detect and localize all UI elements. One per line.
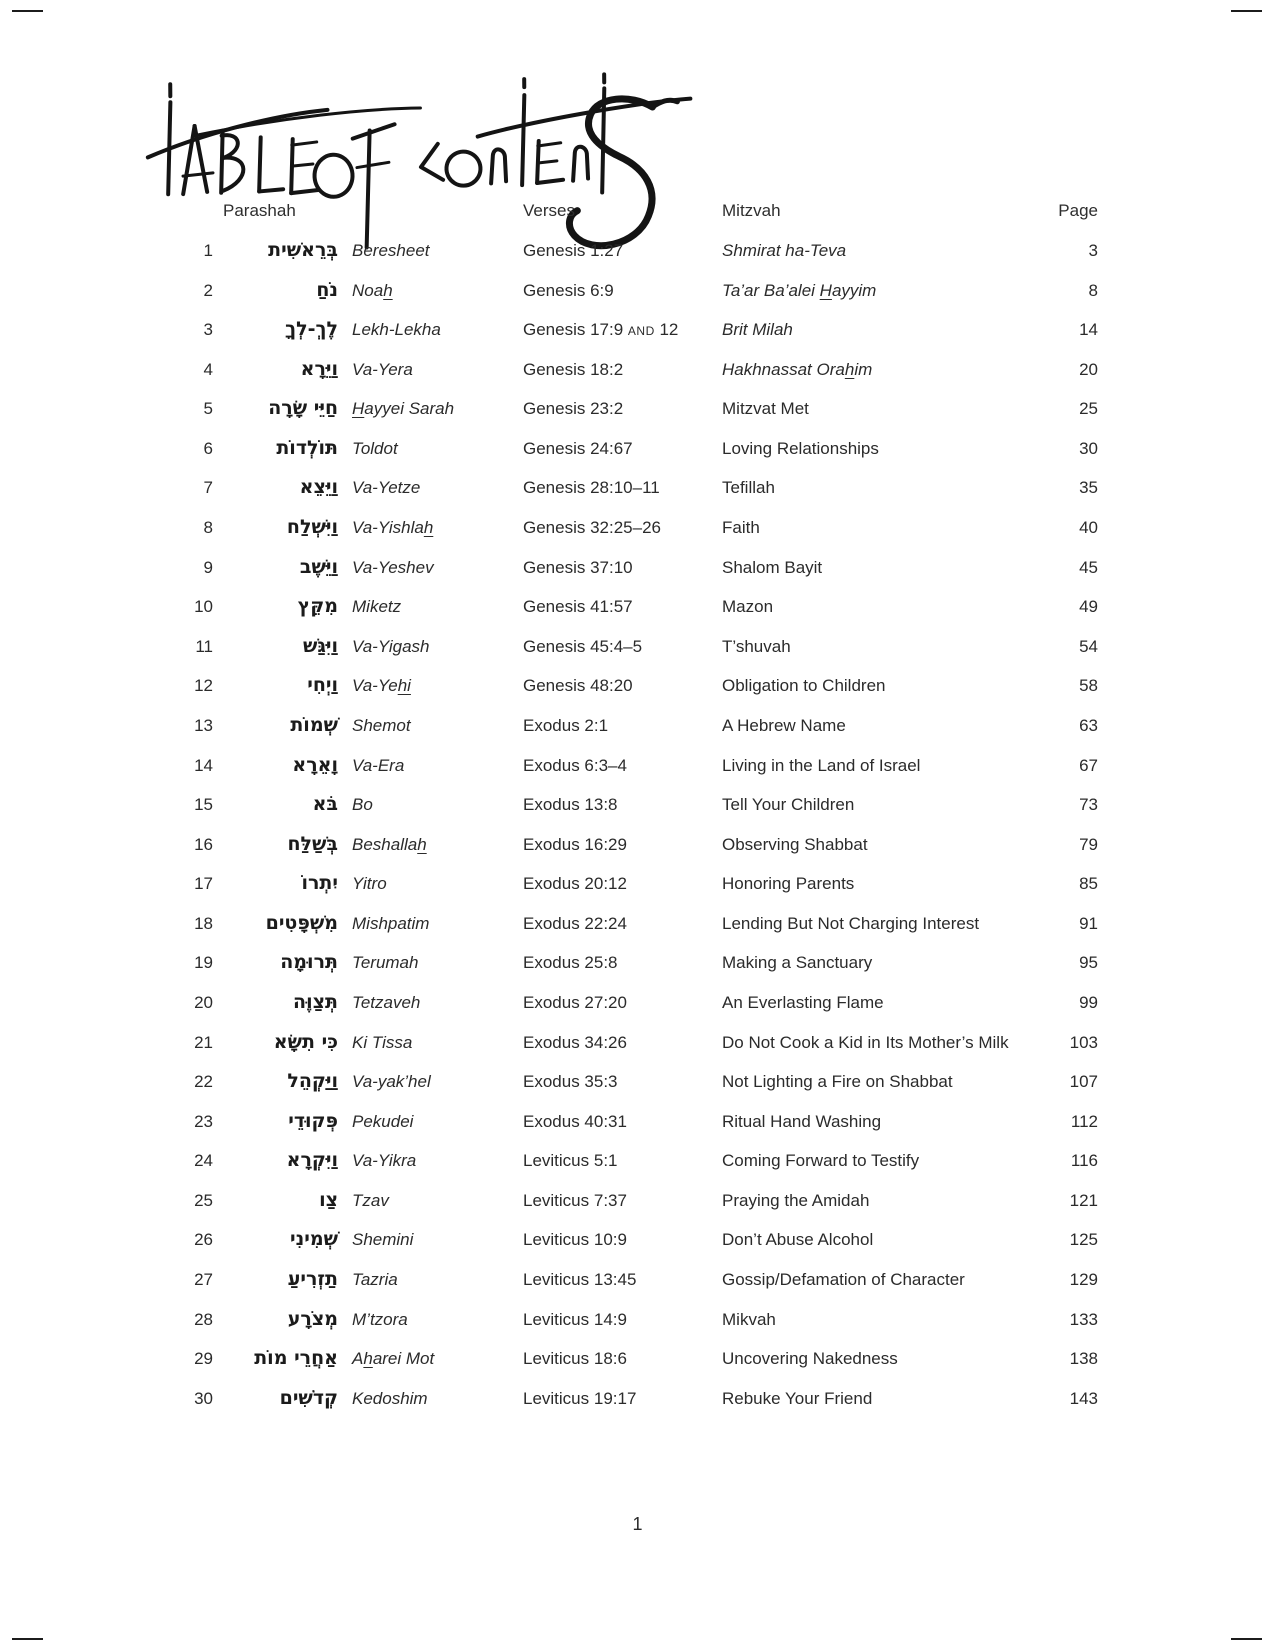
verse-reference: Genesis 17:9 AND 12 <box>523 320 679 340</box>
parashah-hebrew: חַיֵּי שָׂרָה <box>268 397 338 420</box>
mitzvah-label: Ta’ar Ba’alei Hayyim <box>722 280 877 300</box>
mitzvah-label: Faith <box>722 518 760 538</box>
mitzvah-label: T’shuvah <box>722 636 791 656</box>
toc-row <box>0 825 1275 865</box>
verse-reference: Exodus 25:8 <box>523 953 618 973</box>
parashah-transliteration: Tetzaveh <box>352 992 421 1012</box>
parashah-hebrew: מִשְׁפָּטִים <box>265 911 338 934</box>
column-header-verses: Verses <box>523 201 575 220</box>
toc-row <box>0 666 1275 706</box>
parashah-number: 5 <box>203 399 213 419</box>
parashah-transliteration: Miketz <box>352 597 402 617</box>
parashah-transliteration: Yitro <box>352 874 387 894</box>
parashah-hebrew: מְצֹרָע <box>287 1307 338 1330</box>
verse-reference: Leviticus 7:37 <box>523 1190 627 1210</box>
parashah-transliteration: Va-Yera <box>352 359 413 379</box>
parashah-transliteration: Beshallah <box>352 834 427 854</box>
mitzvah-label: Loving Relationships <box>722 438 879 458</box>
toc-row <box>0 1260 1275 1300</box>
parashah-hebrew: אַחֲרֵי מוֹת <box>254 1347 338 1370</box>
parashah-hebrew: תּוֹלְדוֹת <box>276 436 338 459</box>
parashah-transliteration: M’tzora <box>352 1309 408 1329</box>
verse-reference: Genesis 45:4–5 <box>523 636 643 656</box>
parashah-number: 3 <box>203 320 213 340</box>
verse-reference: Exodus 40:31 <box>523 1111 627 1131</box>
page-number: 14 <box>1079 320 1098 340</box>
parashah-hebrew: בֹּא <box>312 793 338 816</box>
parashah-hebrew: וַיֵּצֵא <box>299 476 338 499</box>
verse-reference: Genesis 6:9 <box>523 280 614 300</box>
parashah-hebrew: צַו <box>319 1188 338 1211</box>
parashah-number: 8 <box>203 518 213 538</box>
parashah-number: 7 <box>203 478 213 498</box>
folio-page-number: 1 <box>632 1514 643 1534</box>
parashah-number: 30 <box>194 1388 213 1408</box>
mitzvah-label: Don’t Abuse Alcohol <box>722 1230 874 1250</box>
parashah-number: 18 <box>194 913 213 933</box>
parashah-transliteration: Va-Yehi <box>352 676 411 696</box>
verse-reference: Leviticus 18:6 <box>523 1349 627 1369</box>
page-number: 63 <box>1079 715 1098 735</box>
verse-reference: Genesis 24:67 <box>523 438 633 458</box>
parashah-hebrew: נֹחַ <box>316 278 338 301</box>
page-number: 58 <box>1079 676 1098 696</box>
toc-row <box>0 627 1275 667</box>
toc-row <box>0 1023 1275 1063</box>
parashah-hebrew: וַיַּקְהֵל <box>287 1070 338 1093</box>
parashah-number: 2 <box>203 280 213 300</box>
page-number: 54 <box>1079 636 1098 656</box>
parashah-transliteration: Va-Yishlah <box>352 518 434 538</box>
mitzvah-label: Honoring Parents <box>722 874 855 894</box>
mitzvah-label: Shmirat ha-Teva <box>722 241 847 260</box>
mitzvah-label: Hakhnassat Orahim <box>722 359 873 379</box>
verse-reference: Leviticus 5:1 <box>523 1151 618 1171</box>
parashah-hebrew: בְּרֵאשִׁית <box>268 239 338 261</box>
toc-row <box>0 429 1275 469</box>
parashah-number: 26 <box>194 1230 213 1250</box>
mitzvah-label: Gossip/Defamation of Character <box>722 1270 965 1290</box>
parashah-hebrew: וַיִּגַּשׁ <box>302 634 338 657</box>
parashah-number: 22 <box>194 1072 213 1092</box>
parashah-hebrew: תַזְרִיעַ <box>287 1268 338 1291</box>
verse-reference: Leviticus 14:9 <box>523 1309 627 1329</box>
mitzvah-label: Shalom Bayit <box>722 557 823 577</box>
verse-reference: Genesis 48:20 <box>523 676 633 696</box>
toc-row <box>0 983 1275 1023</box>
parashah-number: 29 <box>194 1349 213 1369</box>
toc-row <box>0 1339 1275 1379</box>
verse-reference: Leviticus 19:17 <box>523 1388 637 1408</box>
page-number: 103 <box>1069 1032 1098 1052</box>
verse-reference: Exodus 34:26 <box>523 1032 627 1052</box>
mitzvah-label: Brit Milah <box>722 320 793 340</box>
parashah-number: 19 <box>194 953 213 973</box>
parashah-transliteration: Pekudei <box>352 1111 414 1131</box>
parashah-number: 14 <box>194 755 213 775</box>
mitzvah-label: Tefillah <box>722 478 775 498</box>
parashah-number: 6 <box>203 438 213 458</box>
toc-row <box>0 904 1275 944</box>
mitzvah-label: Ritual Hand Washing <box>722 1111 882 1131</box>
verse-reference: Genesis 28:10–11 <box>523 478 660 498</box>
page-number: 99 <box>1079 992 1098 1012</box>
parashah-transliteration: Hayyei Sarah <box>352 399 455 419</box>
page-number: 125 <box>1069 1230 1098 1250</box>
verse-reference: Exodus 35:3 <box>523 1072 618 1092</box>
verse-reference: Exodus 6:3–4 <box>523 755 627 775</box>
page-number: 112 <box>1070 1111 1098 1131</box>
toc-row <box>0 508 1275 548</box>
mitzvah-label: Mazon <box>722 597 774 617</box>
parashah-number: 1 <box>203 241 213 260</box>
mitzvah-label: Obligation to Children <box>722 676 886 696</box>
parashah-number: 16 <box>194 834 213 854</box>
parashah-hebrew: מִקֵּץ <box>297 595 338 618</box>
verse-reference: Leviticus 10:9 <box>523 1230 627 1250</box>
parashah-hebrew: וָאֵרָא <box>292 753 338 776</box>
toc-row <box>0 864 1275 904</box>
toc-row <box>0 1181 1275 1221</box>
parashah-hebrew: בְּשַׁלַּח <box>287 832 338 855</box>
toc-row <box>0 1141 1275 1181</box>
parashah-number: 23 <box>194 1111 213 1131</box>
toc-row <box>0 548 1275 588</box>
parashah-transliteration: Va-Era <box>352 755 405 775</box>
mitzvah-label: Living in the Land of Israel <box>722 755 921 775</box>
crop-mark-bottom-right <box>1231 1638 1262 1640</box>
parashah-number: 20 <box>194 992 213 1012</box>
parashah-number: 24 <box>194 1151 213 1171</box>
parashah-hebrew: כִּי תִשָּׂא <box>273 1030 338 1053</box>
page-number: 107 <box>1069 1072 1098 1092</box>
verse-reference: Genesis 1:27 <box>523 241 624 260</box>
parashah-transliteration: Beresheet <box>352 241 430 260</box>
parashah-transliteration: Shemot <box>352 715 411 735</box>
page-number: 91 <box>1079 913 1098 933</box>
parashah-transliteration: Ki Tissa <box>352 1032 413 1052</box>
mitzvah-label: Uncovering Nakedness <box>722 1349 898 1369</box>
verse-reference: Exodus 2:1 <box>523 715 609 735</box>
parashah-number: 4 <box>203 359 213 379</box>
parashah-hebrew: וַיֵּרָא <box>300 357 338 380</box>
parashah-number: 11 <box>195 636 213 656</box>
toc-row <box>0 1379 1275 1419</box>
parashah-transliteration: Va-Yikra <box>352 1151 417 1171</box>
toc-row <box>0 706 1275 746</box>
page-number: 95 <box>1079 953 1098 973</box>
parashah-number: 25 <box>194 1190 213 1210</box>
parashah-number: 12 <box>194 676 213 696</box>
mitzvah-label: Tell Your Children <box>722 795 855 815</box>
page-number: 20 <box>1079 359 1098 379</box>
parashah-number: 21 <box>194 1032 213 1052</box>
parashah-number: 15 <box>194 795 213 815</box>
page-number: 35 <box>1079 478 1098 498</box>
toc-row <box>0 231 1275 271</box>
page-number: 45 <box>1079 557 1098 577</box>
toc-rows <box>0 231 1275 1418</box>
mitzvah-label: Mitzvat Met <box>722 399 809 419</box>
mitzvah-label: An Everlasting Flame <box>722 992 884 1012</box>
parashah-transliteration: Va-Yetze <box>352 478 421 498</box>
parashah-transliteration: Mishpatim <box>352 913 430 933</box>
parashah-hebrew: תְּצַוֶּה <box>293 990 338 1013</box>
parashah-number: 28 <box>194 1309 213 1329</box>
page-number: 85 <box>1079 874 1098 894</box>
parashah-number: 10 <box>194 597 213 617</box>
verse-reference: Genesis 37:10 <box>523 557 633 577</box>
parashah-hebrew: פְּקוּדֵי <box>288 1109 338 1132</box>
page-title <box>0 0 1 1</box>
column-header-page: Page <box>1058 201 1098 220</box>
toc-row <box>0 746 1275 786</box>
page-number: 40 <box>1079 518 1098 538</box>
column-header-parashah: Parashah <box>223 201 296 220</box>
toc-row <box>0 1220 1275 1260</box>
parashah-transliteration: Kedoshim <box>352 1388 428 1408</box>
page-number: 25 <box>1079 399 1098 419</box>
toc-row <box>0 1102 1275 1142</box>
page-number: 73 <box>1079 795 1098 815</box>
parashah-hebrew: וַיֵּשֶׁב <box>299 555 338 578</box>
parashah-transliteration: Va-Yigash <box>352 636 430 656</box>
mitzvah-label: Coming Forward to Testify <box>722 1151 920 1171</box>
toc-row <box>0 943 1275 983</box>
toc-row <box>0 271 1275 311</box>
parashah-transliteration: Toldot <box>352 438 398 458</box>
page-number: 49 <box>1079 597 1098 617</box>
mitzvah-label: Not Lighting a Fire on Shabbat <box>722 1072 953 1092</box>
page-number: 143 <box>1069 1388 1098 1408</box>
parashah-transliteration: Aharei Mot <box>352 1349 435 1369</box>
parashah-number: 17 <box>194 874 213 894</box>
parashah-transliteration: Tzav <box>352 1190 389 1210</box>
mitzvah-label: Observing Shabbat <box>722 834 868 854</box>
parashah-hebrew: וַיְחִי <box>307 674 338 697</box>
parashah-hebrew: תְּרוּמָה <box>280 951 338 974</box>
page-number: 121 <box>1069 1190 1098 1210</box>
toc-row <box>0 350 1275 390</box>
page-number: 138 <box>1069 1349 1098 1369</box>
mitzvah-label: Do Not Cook a Kid in Its Mother’s Milk <box>722 1032 1009 1052</box>
toc-row <box>0 785 1275 825</box>
page-number: 133 <box>1069 1309 1098 1329</box>
parashah-number: 9 <box>203 557 213 577</box>
verse-reference: Exodus 22:24 <box>523 913 627 933</box>
verse-reference: Genesis 23:2 <box>523 399 624 419</box>
mitzvah-label: A Hebrew Name <box>722 715 846 735</box>
parashah-number: 27 <box>194 1270 213 1290</box>
mitzvah-label: Mikvah <box>722 1309 776 1329</box>
column-headers <box>0 201 1275 223</box>
parashah-hebrew: קְדֹשִׁים <box>279 1386 338 1409</box>
crop-mark-top-right <box>1231 10 1262 12</box>
mitzvah-label: Making a Sanctuary <box>722 953 873 973</box>
toc-row <box>0 389 1275 429</box>
mitzvah-label: Praying the Amidah <box>722 1190 870 1210</box>
page-number: 8 <box>1088 280 1098 300</box>
crop-mark-top-left <box>12 10 43 12</box>
parashah-number: 13 <box>194 715 213 735</box>
mitzvah-label: Rebuke Your Friend <box>722 1388 873 1408</box>
verse-reference: Leviticus 13:45 <box>523 1270 637 1290</box>
page-number: 3 <box>1088 241 1098 260</box>
parashah-hebrew: וַיִּקְרָא <box>286 1149 338 1172</box>
verse-reference: Exodus 20:12 <box>523 874 627 894</box>
page-number: 116 <box>1070 1151 1098 1171</box>
parashah-transliteration: Bo <box>352 795 373 815</box>
parashah-transliteration: Tazria <box>352 1270 398 1290</box>
parashah-transliteration: Va-Yeshev <box>352 557 434 577</box>
crop-mark-bottom-left <box>12 1638 43 1640</box>
parashah-transliteration: Lekh-Lekha <box>352 320 441 340</box>
parashah-hebrew: לֶךְ-לְךָ <box>285 318 338 341</box>
toc-row <box>0 1300 1275 1340</box>
verse-reference: Genesis 32:25–26 <box>523 518 661 538</box>
verse-reference: Exodus 13:8 <box>523 795 618 815</box>
parashah-transliteration: Va-yak’hel <box>352 1072 431 1092</box>
column-header-mitzvah: Mitzvah <box>722 201 781 220</box>
toc-row <box>0 310 1275 350</box>
parashah-transliteration: Shemini <box>352 1230 414 1250</box>
toc-row <box>0 587 1275 627</box>
parashah-hebrew: יִתְרוֹ <box>301 872 338 895</box>
verse-reference: Genesis 18:2 <box>523 359 624 379</box>
page-number: 129 <box>1069 1270 1098 1290</box>
verse-reference: Exodus 16:29 <box>523 834 627 854</box>
parashah-transliteration: Noah <box>352 280 393 300</box>
verse-reference: Exodus 27:20 <box>523 992 627 1012</box>
toc-row <box>0 1062 1275 1102</box>
verse-reference: Genesis 41:57 <box>523 597 633 617</box>
mitzvah-label: Lending But Not Charging Interest <box>722 913 980 933</box>
toc-row <box>0 468 1275 508</box>
parashah-hebrew: שְׁמוֹת <box>290 713 338 736</box>
page-number: 79 <box>1079 834 1098 854</box>
parashah-transliteration: Terumah <box>352 953 419 973</box>
page-number: 30 <box>1079 438 1098 458</box>
parashah-hebrew: שְׁמִינִי <box>290 1228 338 1251</box>
page-number: 67 <box>1079 755 1098 775</box>
parashah-hebrew: וַיִּשְׁלַח <box>286 516 338 539</box>
